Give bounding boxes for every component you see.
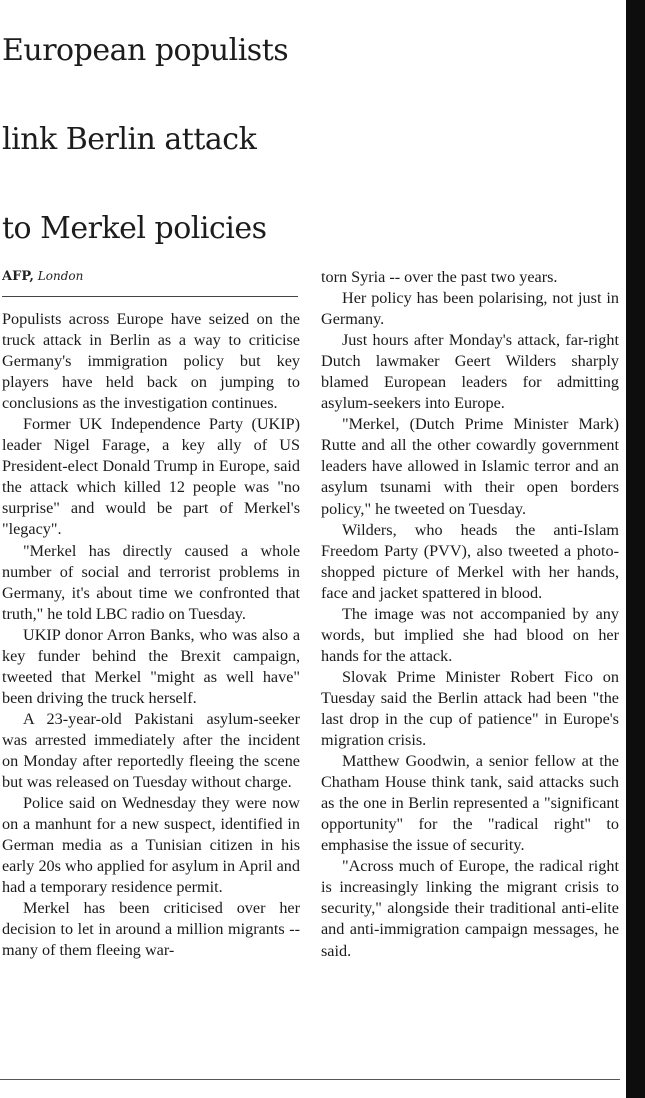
paragraph: Police said on Wednesday they were now on a manhunt for a new suspect, identified in German media as a Tunisian citizen in his early 20s who applied for asylum in April and had a temporary residence permit. <box>2 794 300 897</box>
byline-agency: AFP, <box>2 269 34 284</box>
paragraph: Populists across Europe have seized on the truck attack in Berlin as a way to criticise Germany's immigration policy but key players have held back on jumping to conclusions as the investigation continues. <box>2 310 300 413</box>
paragraph: The image was not accompanied by any words, but implied she had blood on her hands for the attack. <box>321 604 619 665</box>
paragraph: Matthew Goodwin, a senior fellow at the Chatham House think tank, said attacks such as the one in Berlin represented a "significant opportunity" for the "radical right" to emphasise the issue of security. <box>321 752 619 855</box>
paragraph: A 23-year-old Pakistani asylum-seeker was arrested immediately after the incident on Monday after reportedly fleeing the scene but was released on Tuesday without charge. <box>2 709 300 792</box>
paragraph: Her policy has been polarising, not just in Germany. <box>321 289 619 329</box>
paragraph: UKIP donor Arron Banks, who was also a key funder behind the Brexit campaign, tweeted that Merkel "might as well have" been driving the truck herself. <box>2 625 300 707</box>
paragraph: Slovak Prime Minister Robert Fico on Tuesday said the Berlin attack had been "the last drop in the cup of patience" in Europe's migration crisis. <box>321 667 619 750</box>
paragraph: "Merkel, (Dutch Prime Minister Mark) Rutte and all the other cowardly government leaders have allowed in Islamic terror and an asylum tsunami with their open borders policy," he tweeted on Tuesday. <box>321 415 619 518</box>
paragraph: Wilders, who heads the anti-Islam Freedom Party (PVV), also tweeted a photo-shopped picture of Merkel with her hands, face and jacket spattered in blood. <box>321 520 619 602</box>
page-edge-bar <box>626 0 645 1098</box>
paragraph: torn Syria -- over the past two years. <box>321 268 558 286</box>
paragraph: "Merkel has directly caused a whole number of social and terrorist problems in Germany, it's about time we confronted that truth," he told LBC radio on Tuesday. <box>2 541 300 623</box>
article-column-right <box>321 267 619 962</box>
paragraph: Just hours after Monday's attack, far-right Dutch lawmaker Geert Wilders sharply blamed European leaders for admitting asylum-seekers into Europe. <box>321 331 619 413</box>
headline-line-3: to Merkel policies <box>2 211 267 246</box>
byline <box>2 269 83 284</box>
headline-line-1: European populists <box>2 33 289 68</box>
byline-divider <box>2 296 298 297</box>
paragraph: Merkel has been criticised over her decision to let in around a million migrants -- many of them fleeing war- <box>2 899 300 960</box>
headline <box>2 6 626 273</box>
paragraph: Former UK Independence Party (UKIP) leader Nigel Farage, a key ally of US President-elect Donald Trump in Europe, said the attack which killed 12 people was "no surprise" and would be part of Merkel's "legacy". <box>2 415 300 539</box>
bottom-divider <box>0 1079 620 1080</box>
paragraph: "Across much of Europe, the radical right is increasingly linking the migrant crisis to security," alongside their traditional anti-elite and anti-immigration campaign messages, he said. <box>321 857 619 960</box>
article-column-left <box>2 309 300 961</box>
byline-city: London <box>37 269 84 283</box>
headline-line-2: link Berlin attack <box>2 122 257 157</box>
